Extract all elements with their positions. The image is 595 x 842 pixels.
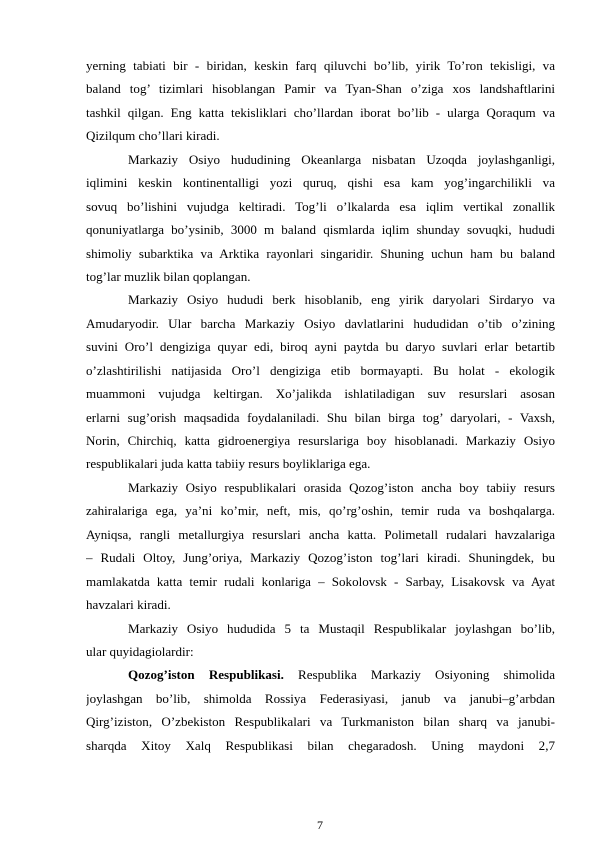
line-text: Norin, Chirchiq, katta gidroenergiya resurslariga boy hisoblanadi. Markaziy Osiyo [86, 433, 555, 448]
line-text: respublikalari juda katta tabiiy resurs boyliklariga ega. [86, 456, 371, 472]
line-text: yerning tabiati bir - biridan, keskin farq qiluvchi bo’lib, yirik To’ron tekisligi, va [86, 58, 555, 73]
line-text: Markaziy Osiyo hududida 5 ta Mustaqil Respublikalar joylashgan bo’lib, [128, 620, 555, 636]
line-text: tog’lar muzlik bilan qoplangan. [86, 268, 251, 284]
text-line [86, 570, 555, 593]
text-line [86, 288, 555, 311]
text-line [86, 335, 555, 358]
text-line [86, 77, 555, 100]
text-line [86, 663, 555, 686]
text-line [86, 499, 555, 522]
line-text: sharqda Xitoy Xalq Respublikasi bilan chegaradosh. Uning maydoni 2,7 [86, 737, 555, 753]
line-text: havzalari kiradi. [86, 597, 171, 613]
text-line [86, 734, 555, 757]
text-line [86, 546, 555, 569]
line-text: sovuq bo’lishini vujudga keltiradi. Tog’li o’lkalarda esa iqlim vertikal zonallik [86, 198, 555, 214]
text-line [86, 476, 555, 499]
page-number: 7 [317, 818, 323, 832]
text-line [86, 54, 555, 77]
line-text: muammoni vujudga keltirgan. Xo’jalikda ishlatiladigan suv resurslari asosan [86, 386, 555, 402]
line-text: suvini Oro’l dengiziga quyar edi, biroq ayni paytda bu daryo suvlari erlar betartib [86, 339, 555, 355]
text-line [86, 640, 555, 663]
text-line [86, 523, 555, 546]
line-text: shimoliy subarktika va Arktika rayonlari singaridir. Shuning uchun ham bu baland [86, 245, 555, 261]
line-text: – Rudali Oltoy, Jung’oriya, Markaziy Qozog’iston tog’lari kiradi. Shuningdek, bu [86, 550, 555, 566]
text-line [86, 429, 555, 452]
line-text: joylashgan bo’lib, shimolda Rossiya Federasiyasi, janub va janubi–g’arbdan [86, 690, 555, 706]
line-text: o’zlashtirilishi natijasida Oro’l dengiziga etib bormayapti. Bu holat - ekologik [86, 362, 555, 378]
body-text [86, 54, 555, 757]
text-line [86, 687, 555, 710]
text-line [86, 265, 555, 288]
line-text: Amudaryodir. Ular barcha Markaziy Osiyo davlatlarini hududidan o’tib o’zining [86, 315, 555, 331]
text-line [86, 148, 555, 171]
text-line [86, 171, 555, 194]
line-text: ular quyidagiolardir: [86, 643, 194, 659]
line-text: Markaziy Osiyo hududining Okeanlarga nisbatan Uzoqda joylashganligi, [128, 151, 555, 167]
line-text: mamlakatda katta temir rudali konlariga – Sokolovsk - Sarbay, Lisakovsk va Ayat [86, 573, 555, 589]
text-line [86, 101, 555, 124]
text-line [86, 452, 555, 475]
text-line [86, 242, 555, 265]
text-line [86, 406, 555, 429]
text-line [86, 218, 555, 241]
text-line [86, 593, 555, 616]
text-line [86, 195, 555, 218]
text-line [86, 617, 555, 640]
line-text: zahiralariga ega, ya’ni ko’mir, neft, mis, qo’rg’oshin, temir ruda va boshqalarga. [86, 503, 555, 519]
text-line [86, 359, 555, 382]
line-text: Qirg’iziston, O’zbekiston Respublikalari va Turkmaniston bilan sharq va janubi- [86, 714, 555, 730]
text-line [86, 312, 555, 335]
line-text: qonuniyatlarga bo’ysinib, 3000 m baland qismlarda iqlim shunday sovuqki, hududi [86, 222, 555, 238]
line-text: baland tog’ tizimlari hisoblangan Pamir va Tyan-Shan o’ziga xos landshaftlarini [86, 81, 555, 97]
line-text: iqlimini keskin kontinentalligi yozi quruq, qishi esa kam yog’ingarchilikli va [86, 175, 555, 191]
line-text: Markaziy Osiyo hududi berk hisoblanib, eng yirik daryolari Sirdaryo va [128, 292, 555, 308]
line-text: erlarni sug’orish maqsadida foydalaniladi. Shu bilan birga tog’ daryolari, - Vaxsh, [86, 409, 555, 425]
line-text: Respublika Markaziy Osiyoning shimolida [283, 667, 555, 683]
line-text: Qizilqum cho’llari kiradi. [86, 128, 220, 144]
text-line [86, 710, 555, 733]
text-line [86, 124, 555, 147]
line-text: Ayniqsa, rangli metallurgiya resurslari ancha katta. Polimetall rudalari havzalariga [86, 526, 555, 542]
line-text: tashkil qilgan. Eng katta tekisliklari cho’llardan iborat bo’lib - ularga Qoraqum va [86, 104, 555, 120]
text-line [86, 382, 555, 405]
bold-heading: Qozog’iston Respublikasi. [128, 667, 284, 683]
line-text: Markaziy Osiyo respublikalari orasida Qozog’iston ancha boy tabiiy resurs [128, 479, 555, 495]
